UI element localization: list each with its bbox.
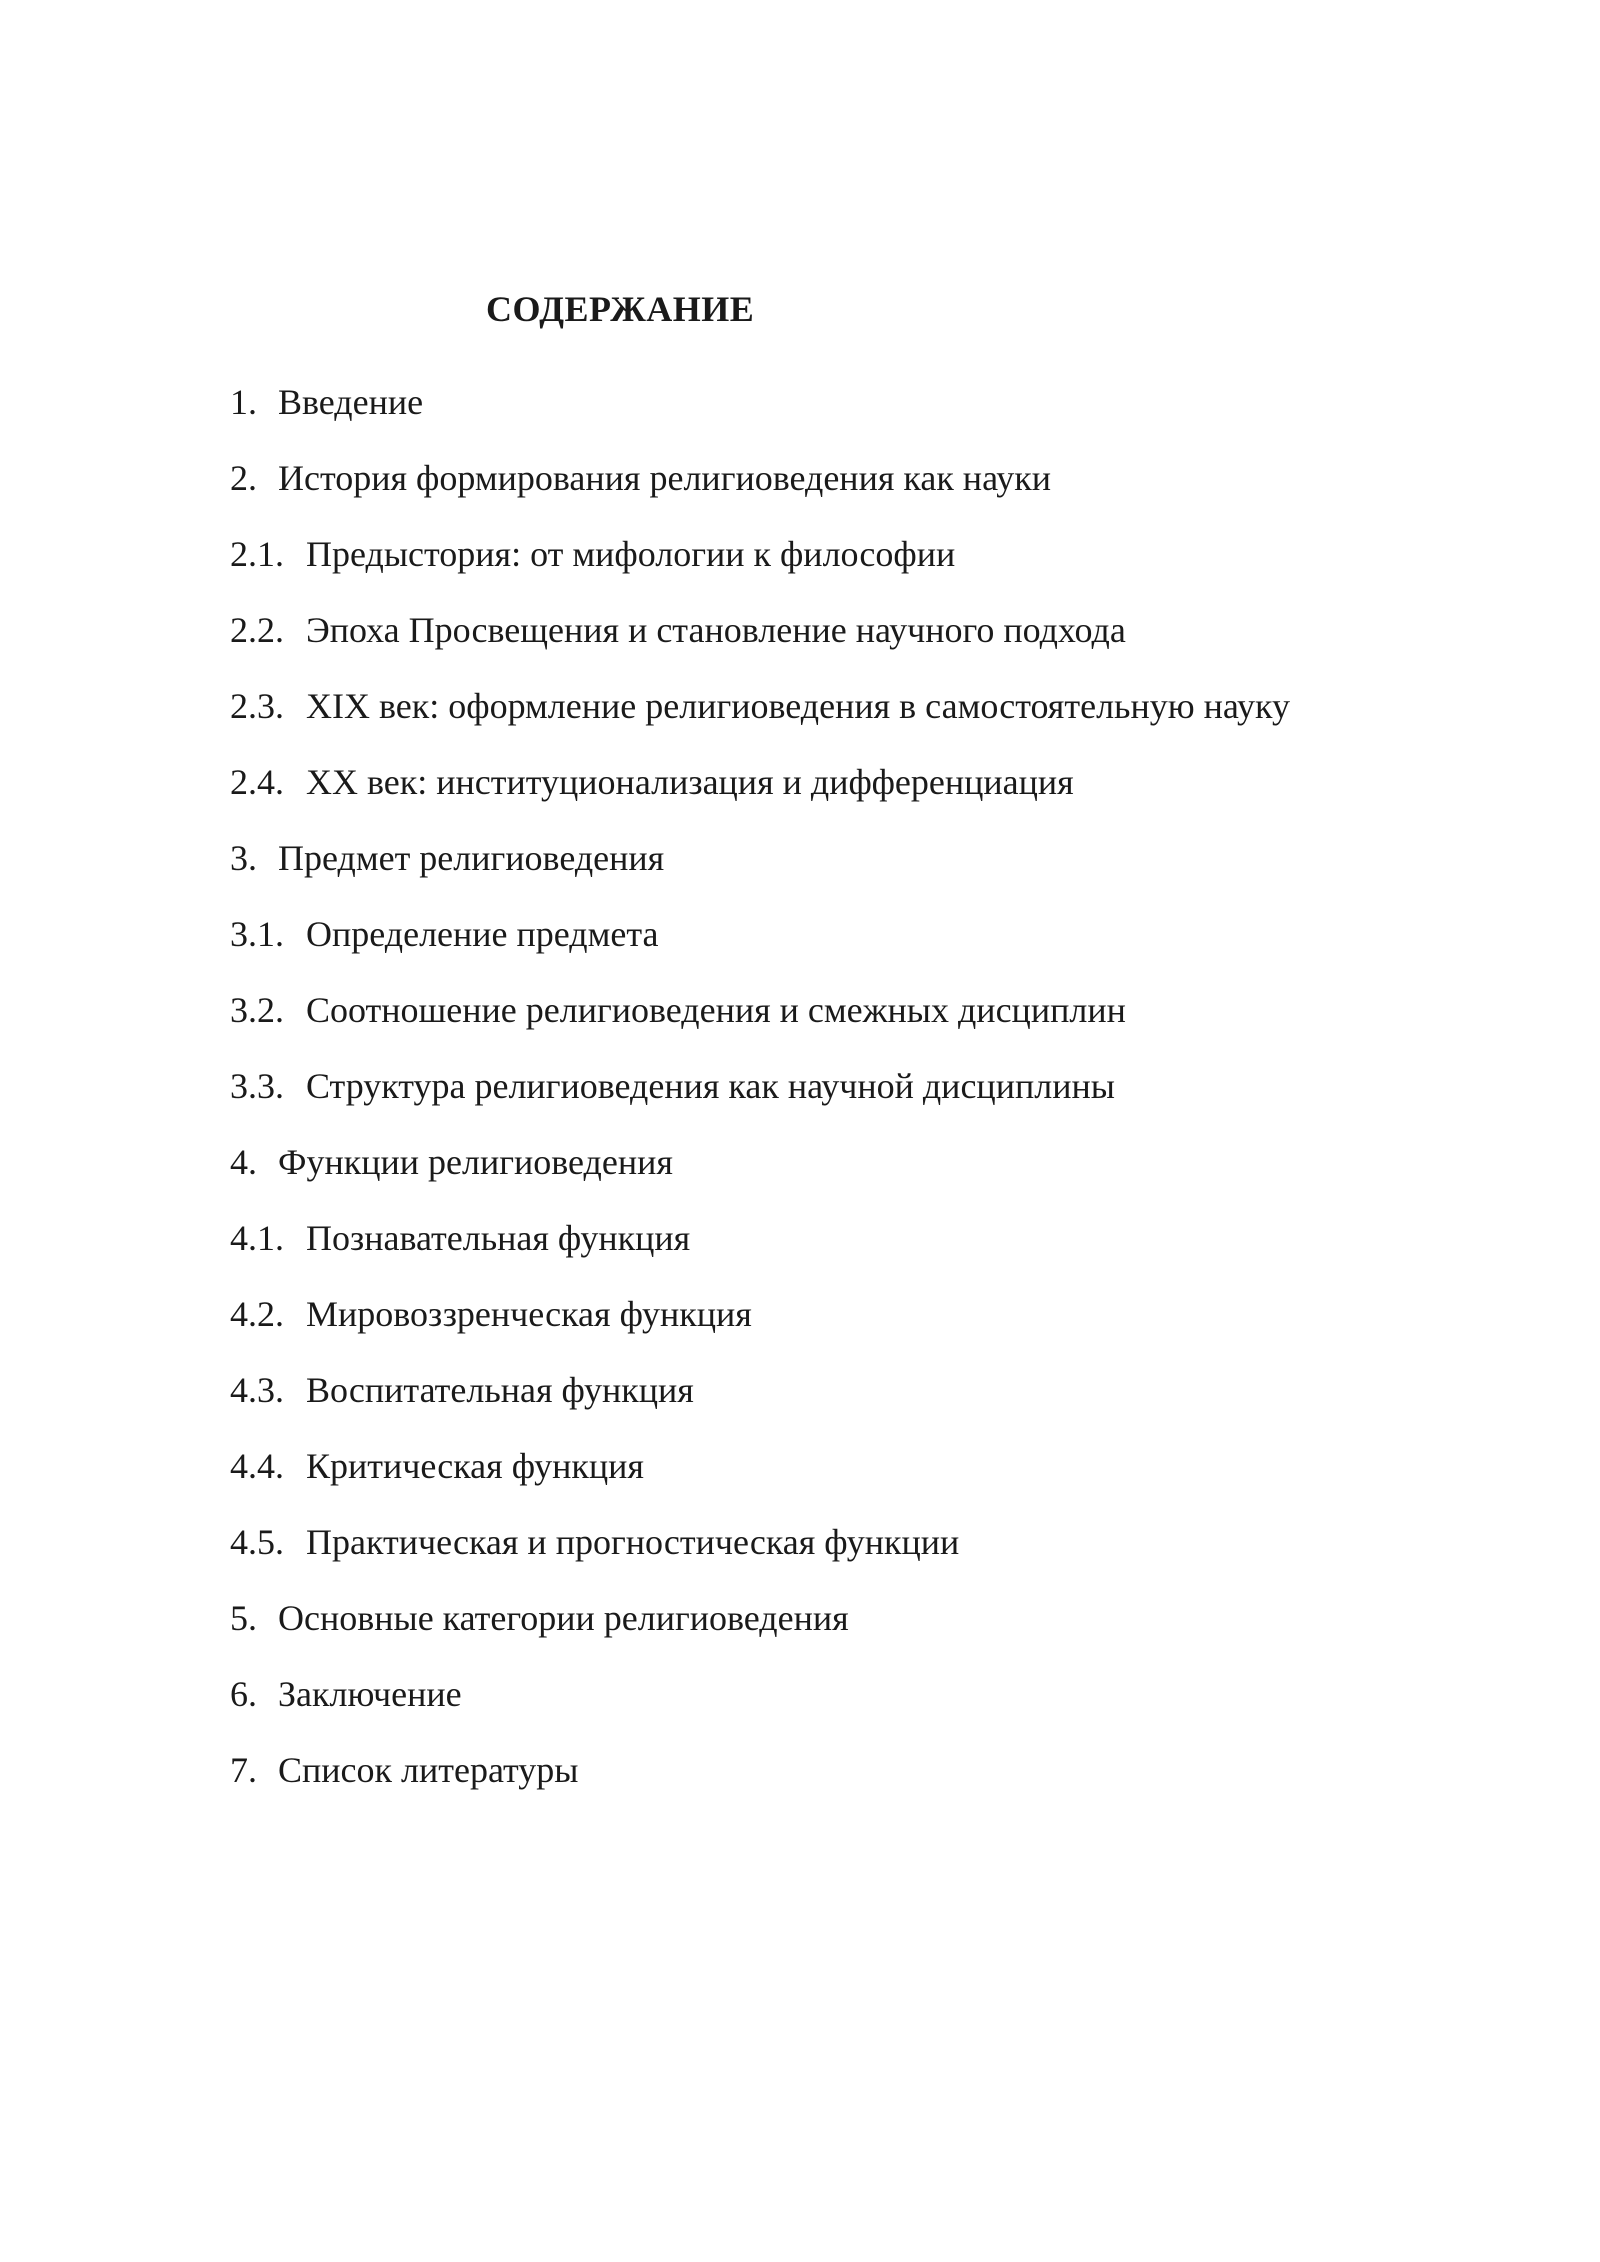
- toc-item-text: Практическая и прогностическая функции: [306, 1522, 960, 1562]
- toc-item: [230, 378, 1290, 454]
- toc-subitem: [230, 1290, 1290, 1366]
- toc-subitem: [230, 986, 1290, 1062]
- toc-item: [230, 1594, 1290, 1670]
- toc-item-text: Воспитательная функция: [306, 1370, 694, 1410]
- toc-subitem: [230, 606, 1290, 682]
- toc-item: [230, 454, 1290, 530]
- toc-subitem: [230, 1366, 1290, 1442]
- toc-item-number: 4.: [230, 1142, 257, 1182]
- toc-item-text: Заключение: [278, 1674, 462, 1714]
- toc-item-number: 1.: [230, 382, 257, 422]
- toc-item-number: 3.3.: [230, 1066, 284, 1106]
- toc-item-number: 2.: [230, 458, 257, 498]
- toc-item-number: 3.2.: [230, 990, 284, 1030]
- toc-item-text: Предыстория: от мифологии к философии: [306, 534, 956, 574]
- toc-item-text: XX век: институционализация и дифференциация: [306, 762, 1074, 802]
- toc-item-number: 4.3.: [230, 1370, 284, 1410]
- toc-item-text: Функции религиоведения: [278, 1142, 673, 1182]
- toc-item-text: Основные категории религиоведения: [278, 1598, 849, 1638]
- toc-item-number: 2.1.: [230, 534, 284, 574]
- toc-item-number: 6.: [230, 1674, 257, 1714]
- toc-item-text: Соотношение религиоведения и смежных дисциплин: [306, 990, 1126, 1030]
- toc-subitem: [230, 910, 1290, 986]
- toc-subitem: [230, 1518, 1290, 1594]
- toc-subitem: [230, 1442, 1290, 1518]
- toc-subitem: [230, 530, 1290, 606]
- toc-item-text: Познавательная функция: [306, 1218, 691, 1258]
- toc-item-number: 5.: [230, 1598, 257, 1638]
- toc-subitem: [230, 758, 1290, 834]
- toc-item-text: Эпоха Просвещения и становление научного подхода: [306, 610, 1126, 650]
- toc-subitem: [230, 1062, 1290, 1138]
- toc-item-text: Определение предмета: [306, 914, 659, 954]
- toc-item: [230, 1746, 1290, 1822]
- toc-item-text: Критическая функция: [306, 1446, 644, 1486]
- toc-item-text: XIX век: оформление религиоведения в самостоятельную науку: [306, 686, 1291, 726]
- toc-item-number: 2.3.: [230, 686, 284, 726]
- toc-subitem: [230, 682, 1290, 758]
- toc-item-number: 4.4.: [230, 1446, 284, 1486]
- toc-item-text: История формирования религиоведения как науки: [278, 458, 1051, 498]
- toc-item-number: 2.4.: [230, 762, 284, 802]
- toc-item: [230, 1138, 1290, 1214]
- toc-item-number: 4.1.: [230, 1218, 284, 1258]
- toc-item-number: 3.1.: [230, 914, 284, 954]
- toc-item: [230, 834, 1290, 910]
- toc-item-text: Список литературы: [278, 1750, 579, 1790]
- toc-item-text: Введение: [278, 382, 424, 422]
- toc-item: [230, 1670, 1290, 1746]
- toc-subitem: [230, 1214, 1290, 1290]
- toc-item-number: 4.2.: [230, 1294, 284, 1334]
- toc-item-number: 3.: [230, 838, 257, 878]
- toc-item-number: 4.5.: [230, 1522, 284, 1562]
- toc-item-text: Структура религиоведения как научной дисциплины: [306, 1066, 1115, 1106]
- table-of-contents: [230, 378, 1290, 1822]
- toc-item-number: 2.2.: [230, 610, 284, 650]
- toc-item-number: 7.: [230, 1750, 257, 1790]
- toc-item-text: Мировоззренческая функция: [306, 1294, 752, 1334]
- page-title: СОДЕРЖАНИЕ: [486, 289, 755, 329]
- toc-item-text: Предмет религиоведения: [278, 838, 665, 878]
